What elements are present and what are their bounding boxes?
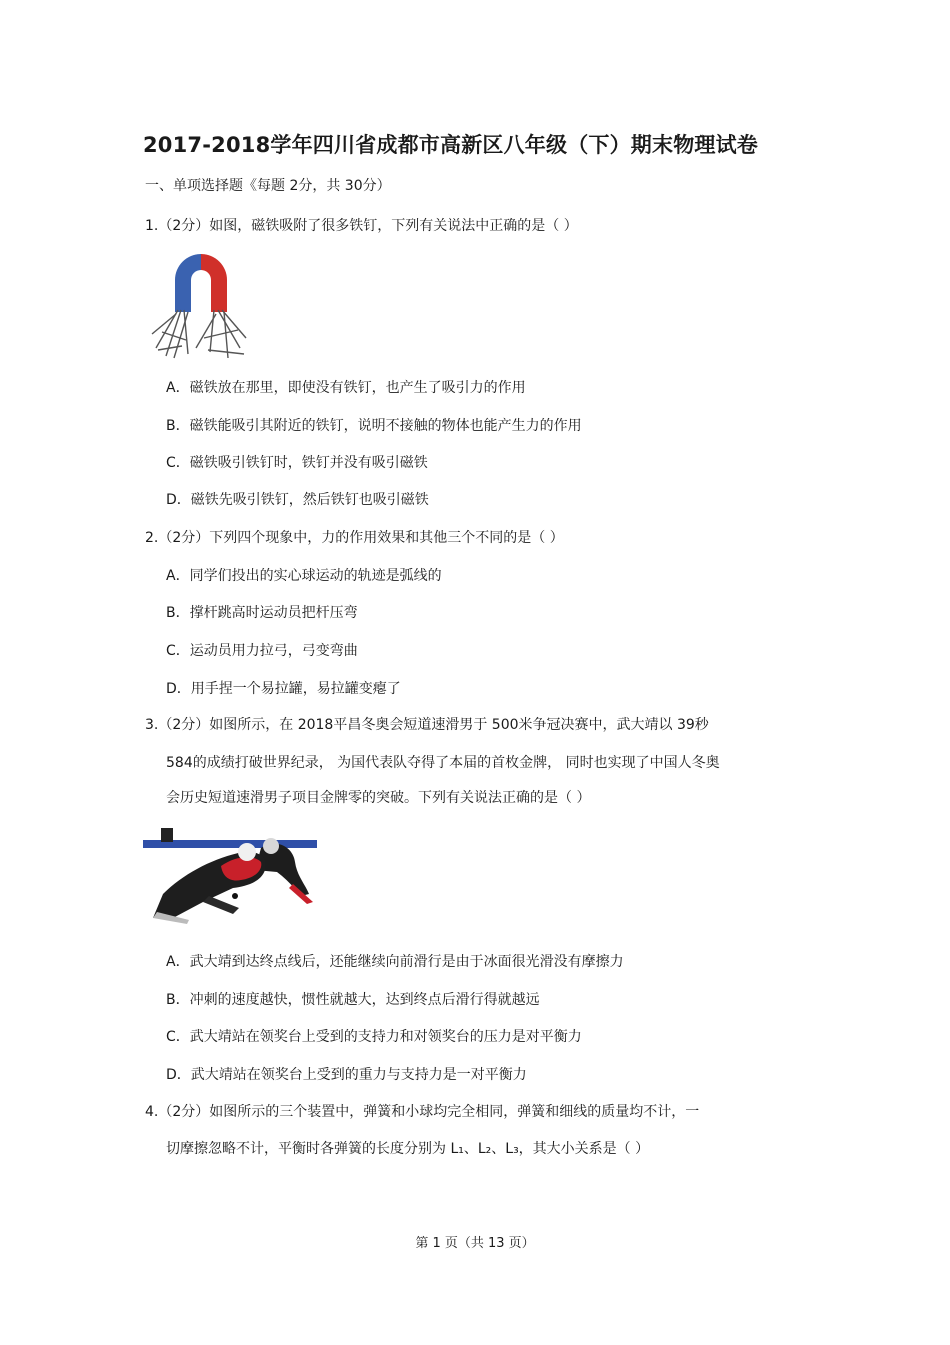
question-3-option-a: A．武大靖到达终点线后，还能继续向前滑行是由于冰面很光滑没有摩擦力 <box>166 954 624 970</box>
question-3-option-b: B．冲刺的速度越快，惯性就越大，达到终点后滑行得就越远 <box>166 992 540 1008</box>
magnet-nails-figure <box>148 248 252 362</box>
question-3-stem-line-3: 会历史短道速滑男子项目金牌零的突破。下列有关说法正确的是（ ） <box>166 790 591 806</box>
question-4-stem-line-1: 4.（2分）如图所示的三个装置中，弹簧和小球均完全相同，弹簧和细线的质量均不计，一 <box>145 1104 700 1120</box>
question-2-stem: 2.（2分）下列四个现象中，力的作用效果和其他三个不同的是（ ） <box>145 530 564 546</box>
page-footer: 第 1 页（共 13 页） <box>415 1236 535 1251</box>
question-1-option-a: A．磁铁放在那里，即使没有铁钉，也产生了吸引力的作用 <box>166 380 526 396</box>
question-3-option-d: D．武大靖站在领奖台上受到的重力与支持力是一对平衡力 <box>166 1067 527 1083</box>
question-2-option-b: B．撑杆跳高时运动员把杆压弯 <box>166 605 358 621</box>
question-3-option-c: C．武大靖站在领奖台上受到的支持力和对领奖台的压力是对平衡力 <box>166 1029 582 1045</box>
question-3-stem-line-2: 584的成绩打破世界纪录， 为国代表队夺得了本届的首枚金牌， 同时也实现了中国人冬奥 <box>166 755 720 771</box>
question-1-option-c: C．磁铁吸引铁钉时，铁钉并没有吸引磁铁 <box>166 455 428 471</box>
question-2-option-a: A．同学们投出的实心球运动的轨迹是弧线的 <box>166 568 442 584</box>
section-heading: 一、单项选择题《每题 2分，共 30分） <box>145 178 391 194</box>
question-2-option-c: C．运动员用力拉弓，弓变弯曲 <box>166 643 358 659</box>
question-1-stem: 1.（2分）如图，磁铁吸附了很多铁钉，下列有关说法中正确的是（ ） <box>145 218 578 234</box>
page-title: 2017-2018学年四川省成都市高新区八年级（下）期末物理试卷 <box>143 133 759 157</box>
question-4-stem-line-2: 切摩擦忽略不计，平衡时各弹簧的长度分别为 L₁、L₂、L₃，其大小关系是（ ） <box>166 1141 650 1157</box>
question-2-option-d: D．用手捏一个易拉罐，易拉罐变瘪了 <box>166 681 401 697</box>
speed-skaters-figure <box>143 822 317 924</box>
question-1-option-b: B．磁铁能吸引其附近的铁钉，说明不接触的物体也能产生力的作用 <box>166 418 582 434</box>
question-3-stem-line-1: 3.（2分）如图所示，在 2018平昌冬奥会短道速滑男于 500米争冠决赛中，武大靖以 39秒 <box>145 717 709 733</box>
question-1-option-d: D．磁铁先吸引铁钉，然后铁钉也吸引磁铁 <box>166 492 429 508</box>
